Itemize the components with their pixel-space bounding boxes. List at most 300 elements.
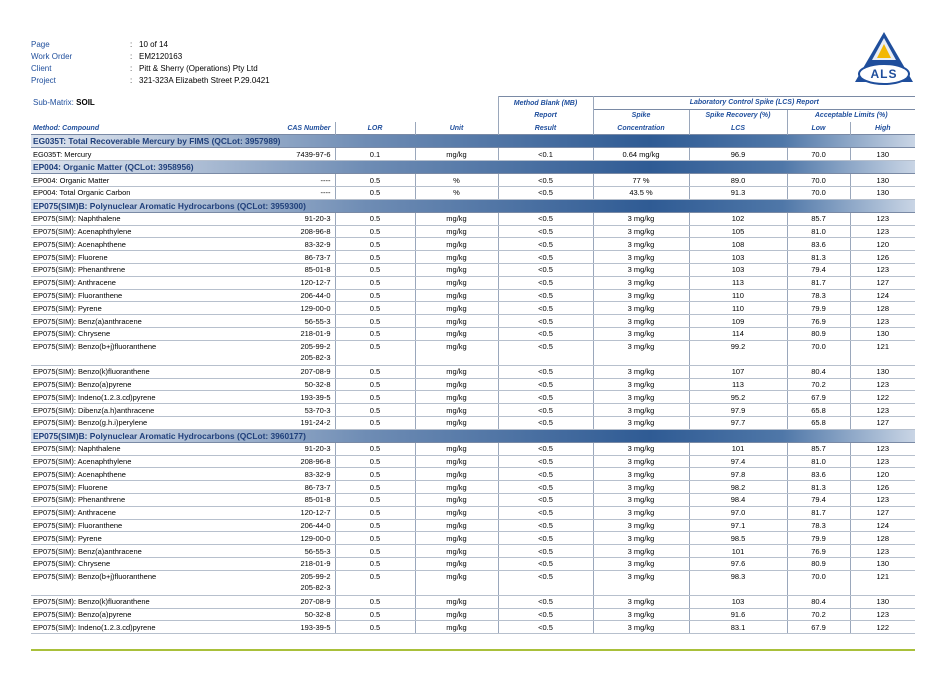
col-high: High [874, 124, 891, 132]
cell-unit: mg/kg [415, 315, 498, 328]
section-title: EP075(SIM)B: Polynuclear Aromatic Hydrocarbons (QCLot: 3959300) [31, 199, 915, 212]
cell-compound: EP075(SIM): Acenaphthylene [31, 225, 189, 238]
cell-result: <0.5 [498, 251, 593, 264]
col-unit: Unit [415, 122, 498, 135]
table-row [31, 174, 915, 187]
cell-low: 79.4 [787, 263, 850, 276]
cell-concentration: 3 mg/kg [593, 212, 689, 225]
cell-low: 79.4 [787, 493, 850, 506]
cell-high: 130 [850, 174, 915, 187]
cell-lcs: 108 [689, 238, 787, 251]
cell-cas-number: 208-96-8 [189, 455, 335, 468]
col-low: Low [787, 122, 850, 135]
cell-compound: EP004: Total Organic Carbon [31, 186, 189, 199]
cell-low: 70.2 [787, 608, 850, 621]
cell-lor: 0.5 [335, 455, 415, 468]
cell-high: 130 [850, 365, 915, 378]
cell-compound: EP075(SIM): Benzo(a)pyrene [31, 378, 189, 391]
cas-number-secondary: 205-82-3 [300, 582, 331, 592]
cell-result: <0.5 [498, 532, 593, 545]
cell-compound: EP075(SIM): Benzo(k)fluoranthene [31, 595, 189, 608]
lcs-report-header: Laboratory Control Spike (LCS) Report [593, 97, 915, 110]
spike-header: Spike [593, 109, 689, 122]
cell-result: <0.5 [498, 404, 593, 417]
cell-low: 80.4 [787, 595, 850, 608]
cell-compound: EP075(SIM): Benzo(b+j)fluoranthene [31, 340, 189, 365]
cell-concentration: 3 mg/kg [593, 276, 689, 289]
header-label: Project [31, 76, 56, 85]
sub-matrix [31, 97, 498, 110]
cell-unit: mg/kg [415, 212, 498, 225]
cell-compound: EP075(SIM): Indeno(1.2.3.cd)pyrene [31, 621, 189, 634]
cell-compound: EP075(SIM): Acenaphthene [31, 468, 189, 481]
cell-compound: EP075(SIM): Pyrene [31, 532, 189, 545]
table-row [31, 391, 915, 404]
cell-cas-number: ---- [189, 174, 335, 187]
cell-unit: mg/kg [415, 545, 498, 558]
table-row [31, 263, 915, 276]
cell-cas-number: 129-00-0 [189, 302, 335, 315]
cell-low: 81.0 [787, 225, 850, 238]
cell-cas-number: 207-08-9 [189, 365, 335, 378]
table-row [31, 621, 915, 634]
cell-cas-number: 50-32-8 [189, 608, 335, 621]
table-row [31, 570, 915, 595]
cell-low: 79.9 [787, 302, 850, 315]
table-row [31, 212, 915, 225]
cell-lor: 0.5 [335, 557, 415, 570]
cell-unit: mg/kg [415, 416, 498, 429]
cell-result: <0.5 [498, 442, 593, 455]
cas-number-primary: 205-99-2 [300, 571, 331, 581]
cell-unit: mg/kg [415, 148, 498, 161]
table-row [31, 557, 915, 570]
cell-compound: EP075(SIM): Fluoranthene [31, 519, 189, 532]
cell-result: <0.5 [498, 391, 593, 404]
cell-low: 76.9 [787, 315, 850, 328]
method-blank-report-label: Report [498, 109, 593, 122]
cell-high: 121 [850, 570, 915, 595]
table-row [31, 442, 915, 455]
cell-high: 130 [850, 595, 915, 608]
cell-unit: mg/kg [415, 608, 498, 621]
cell-unit: mg/kg [415, 481, 498, 494]
cell-low: 70.0 [787, 340, 850, 365]
section-header [31, 429, 915, 442]
cell-unit: mg/kg [415, 365, 498, 378]
cell-result: <0.5 [498, 365, 593, 378]
cell-lcs: 96.9 [689, 148, 787, 161]
header-label: Work Order [31, 52, 73, 61]
cell-lcs: 113 [689, 276, 787, 289]
header-row-page [31, 39, 270, 51]
cell-result: <0.5 [498, 519, 593, 532]
cell-lcs: 97.4 [689, 455, 787, 468]
header-value: Pitt & Sherry (Operations) Pty Ltd [139, 64, 258, 73]
report-body [31, 135, 915, 634]
cell-high: 123 [850, 608, 915, 621]
cell-lcs: 83.1 [689, 621, 787, 634]
section-header [31, 199, 915, 212]
cell-lcs: 113 [689, 378, 787, 391]
cell-lcs: 98.5 [689, 532, 787, 545]
header-separator: : [130, 64, 133, 73]
cell-high: 123 [850, 378, 915, 391]
table-row [31, 545, 915, 558]
cell-compound: EP075(SIM): Benz(a)anthracene [31, 545, 189, 558]
cell-high: 123 [850, 455, 915, 468]
cell-result: <0.5 [498, 340, 593, 365]
col-result: Result [498, 122, 593, 135]
section-header [31, 135, 915, 148]
cell-lcs: 101 [689, 545, 787, 558]
cell-concentration: 77 % [593, 174, 689, 187]
cell-lcs: 107 [689, 365, 787, 378]
table-row [31, 595, 915, 608]
cell-unit: mg/kg [415, 455, 498, 468]
sub-matrix-value: SOIL [76, 98, 95, 108]
cell-high: 130 [850, 148, 915, 161]
cell-lor: 0.5 [335, 621, 415, 634]
cell-compound: EP075(SIM): Pyrene [31, 302, 189, 315]
cell-high: 124 [850, 289, 915, 302]
cell-high: 124 [850, 519, 915, 532]
table-row [31, 315, 915, 328]
cell-unit: mg/kg [415, 391, 498, 404]
cell-cas-number: 191-24-2 [189, 416, 335, 429]
table-row [31, 455, 915, 468]
cell-unit: % [415, 186, 498, 199]
cell-unit: mg/kg [415, 621, 498, 634]
cell-cas-number [189, 340, 335, 365]
cell-unit: mg/kg [415, 519, 498, 532]
cell-result: <0.5 [498, 315, 593, 328]
cell-compound: EP004: Organic Matter [31, 174, 189, 187]
cell-compound: EP075(SIM): Benz(a)anthracene [31, 315, 189, 328]
cell-low: 81.0 [787, 455, 850, 468]
cell-lcs: 114 [689, 327, 787, 340]
col-lcs: LCS [689, 122, 787, 135]
cell-unit: mg/kg [415, 340, 498, 365]
cell-lor: 0.5 [335, 365, 415, 378]
cell-unit: mg/kg [415, 302, 498, 315]
svg-text:ALS: ALS [870, 67, 898, 81]
cell-concentration: 0.64 mg/kg [593, 148, 689, 161]
cell-compound: EP075(SIM): Acenaphthylene [31, 455, 189, 468]
table-row [31, 365, 915, 378]
cell-concentration: 3 mg/kg [593, 378, 689, 391]
header-row-project [31, 75, 270, 87]
cell-high: 127 [850, 416, 915, 429]
cas-number-primary: 205-99-2 [300, 341, 331, 351]
cell-compound: EP075(SIM): Naphthalene [31, 212, 189, 225]
cell-high: 130 [850, 186, 915, 199]
cell-high: 127 [850, 276, 915, 289]
cell-lcs: 97.9 [689, 404, 787, 417]
cell-high: 123 [850, 263, 915, 276]
cell-result: <0.5 [498, 238, 593, 251]
cell-low: 65.8 [787, 404, 850, 417]
cell-unit: mg/kg [415, 263, 498, 276]
cell-low: 81.3 [787, 481, 850, 494]
header-separator: : [130, 40, 133, 49]
section-title: EP004: Organic Matter (QCLot: 3958956) [31, 161, 915, 174]
cell-result: <0.5 [498, 595, 593, 608]
cell-high: 123 [850, 545, 915, 558]
cell-concentration: 3 mg/kg [593, 289, 689, 302]
cell-compound: EP075(SIM): Chrysene [31, 557, 189, 570]
cell-concentration: 3 mg/kg [593, 532, 689, 545]
cell-result: <0.5 [498, 174, 593, 187]
cell-concentration: 3 mg/kg [593, 557, 689, 570]
cell-concentration: 3 mg/kg [593, 455, 689, 468]
cell-low: 70.0 [787, 186, 850, 199]
header-separator: : [130, 52, 133, 61]
cell-cas-number: 85-01-8 [189, 263, 335, 276]
header-label: Page [31, 40, 50, 49]
table-row [31, 289, 915, 302]
cell-lcs: 109 [689, 315, 787, 328]
cell-compound: EP075(SIM): Dibenz(a.h)anthracene [31, 404, 189, 417]
cell-high: 123 [850, 225, 915, 238]
header-row-3 [31, 122, 915, 135]
cell-lor: 0.5 [335, 263, 415, 276]
table-row [31, 186, 915, 199]
cell-concentration: 3 mg/kg [593, 621, 689, 634]
cell-result: <0.5 [498, 493, 593, 506]
cell-concentration: 3 mg/kg [593, 340, 689, 365]
table-row [31, 493, 915, 506]
cell-lcs: 97.1 [689, 519, 787, 532]
cell-concentration: 3 mg/kg [593, 493, 689, 506]
cell-lor: 0.5 [335, 302, 415, 315]
lcs-report-table [31, 96, 915, 634]
cell-compound: EP075(SIM): Fluorene [31, 251, 189, 264]
cell-lcs: 91.6 [689, 608, 787, 621]
cell-lor: 0.5 [335, 404, 415, 417]
cell-lcs: 102 [689, 212, 787, 225]
cell-high: 130 [850, 327, 915, 340]
table-row [31, 481, 915, 494]
cell-compound: EP075(SIM): Naphthalene [31, 442, 189, 455]
table-row [31, 532, 915, 545]
cell-compound: EP075(SIM): Fluorene [31, 481, 189, 494]
cell-high: 123 [850, 212, 915, 225]
cell-low: 76.9 [787, 545, 850, 558]
cell-concentration: 3 mg/kg [593, 315, 689, 328]
cell-lcs: 103 [689, 595, 787, 608]
cell-low: 70.0 [787, 570, 850, 595]
cell-high: 120 [850, 238, 915, 251]
cell-low: 79.9 [787, 532, 850, 545]
table-row [31, 416, 915, 429]
cell-low: 83.6 [787, 238, 850, 251]
cell-low: 70.2 [787, 378, 850, 391]
header-row-2 [31, 109, 915, 122]
table-row [31, 608, 915, 621]
cell-lor: 0.5 [335, 289, 415, 302]
cell-high: 128 [850, 302, 915, 315]
cell-unit: mg/kg [415, 506, 498, 519]
cell-cas-number: 129-00-0 [189, 532, 335, 545]
cell-unit: mg/kg [415, 251, 498, 264]
header-row-work-order [31, 51, 270, 63]
cell-cas-number: 91-20-3 [189, 212, 335, 225]
cell-unit: mg/kg [415, 493, 498, 506]
header-value: 10 of 14 [139, 40, 168, 49]
cell-unit: mg/kg [415, 276, 498, 289]
cell-result: <0.5 [498, 276, 593, 289]
cell-result: <0.5 [498, 212, 593, 225]
cell-lcs: 98.2 [689, 481, 787, 494]
cell-result: <0.5 [498, 621, 593, 634]
table-row [31, 302, 915, 315]
cell-low: 78.3 [787, 519, 850, 532]
cell-compound: EP075(SIM): Benzo(a)pyrene [31, 608, 189, 621]
cell-cas-number: 120-12-7 [189, 276, 335, 289]
cell-result: <0.5 [498, 545, 593, 558]
cell-cas-number: 83-32-9 [189, 468, 335, 481]
cell-lor: 0.5 [335, 391, 415, 404]
cell-cas-number: 86-73-7 [189, 251, 335, 264]
cell-unit: mg/kg [415, 225, 498, 238]
table-row [31, 340, 915, 365]
cell-compound: EP075(SIM): Fluoranthene [31, 289, 189, 302]
spike-recovery-header: Spike Recovery (%) [689, 109, 787, 122]
cell-low: 70.0 [787, 174, 850, 187]
cell-lor: 0.5 [335, 378, 415, 391]
cell-unit: mg/kg [415, 468, 498, 481]
cell-low: 80.9 [787, 557, 850, 570]
cell-result: <0.5 [498, 263, 593, 276]
cell-unit: mg/kg [415, 289, 498, 302]
cell-lor: 0.5 [335, 532, 415, 545]
cell-cas-number: 83-32-9 [189, 238, 335, 251]
cell-high: 123 [850, 493, 915, 506]
cell-concentration: 3 mg/kg [593, 365, 689, 378]
cell-lcs: 98.3 [689, 570, 787, 595]
acceptable-limits-header: Acceptable Limits (%) [814, 112, 888, 120]
cell-unit: mg/kg [415, 327, 498, 340]
cell-low: 80.9 [787, 327, 850, 340]
cell-cas-number: 218-01-9 [189, 327, 335, 340]
cell-lcs: 97.7 [689, 416, 787, 429]
cell-lcs: 105 [689, 225, 787, 238]
cell-compound: EP075(SIM): Benzo(g.h.i)perylene [31, 416, 189, 429]
cell-concentration: 3 mg/kg [593, 416, 689, 429]
section-title: EG035T: Total Recoverable Mercury by FIMS (QCLot: 3957989) [31, 135, 915, 148]
cell-unit: mg/kg [415, 238, 498, 251]
table-row [31, 404, 915, 417]
als-logo-icon [851, 30, 917, 88]
col-concentration: Concentration [593, 122, 689, 135]
cell-result: <0.5 [498, 468, 593, 481]
cell-lcs: 97.6 [689, 557, 787, 570]
cell-lor: 0.5 [335, 481, 415, 494]
cell-low: 85.7 [787, 212, 850, 225]
cell-result: <0.5 [498, 557, 593, 570]
cell-low: 81.7 [787, 276, 850, 289]
cell-high: 122 [850, 621, 915, 634]
cell-result: <0.5 [498, 481, 593, 494]
cell-lcs: 99.2 [689, 340, 787, 365]
cell-concentration: 3 mg/kg [593, 251, 689, 264]
method-blank-header: Method Blank (MB) [498, 97, 593, 110]
cell-lor: 0.5 [335, 186, 415, 199]
cell-lcs: 95.2 [689, 391, 787, 404]
header-label: Client [31, 64, 52, 73]
table-row [31, 327, 915, 340]
footer-rule [31, 649, 915, 651]
cell-compound: EP075(SIM): Indeno(1.2.3.cd)pyrene [31, 391, 189, 404]
cell-lor: 0.5 [335, 327, 415, 340]
cell-compound: EP075(SIM): Chrysene [31, 327, 189, 340]
header-value: 321-323A Elizabeth Street P.29.0421 [139, 76, 270, 85]
cell-high: 123 [850, 404, 915, 417]
cell-concentration: 3 mg/kg [593, 468, 689, 481]
cell-lor: 0.5 [335, 493, 415, 506]
cell-lcs: 103 [689, 251, 787, 264]
cell-low: 78.3 [787, 289, 850, 302]
cell-low: 81.7 [787, 506, 850, 519]
cell-concentration: 43.5 % [593, 186, 689, 199]
cell-unit: mg/kg [415, 404, 498, 417]
table-row [31, 506, 915, 519]
cell-cas-number: 7439-97-6 [189, 148, 335, 161]
cell-lcs: 101 [689, 442, 787, 455]
cell-result: <0.5 [498, 302, 593, 315]
cell-low: 65.8 [787, 416, 850, 429]
table-row [31, 251, 915, 264]
cell-cas-number: 86-73-7 [189, 481, 335, 494]
cell-low: 70.0 [787, 148, 850, 161]
cell-lor: 0.5 [335, 174, 415, 187]
cell-concentration: 3 mg/kg [593, 570, 689, 595]
cell-unit: mg/kg [415, 378, 498, 391]
cell-high: 121 [850, 340, 915, 365]
cell-lor: 0.5 [335, 225, 415, 238]
cell-high: 120 [850, 468, 915, 481]
cell-unit: % [415, 174, 498, 187]
section-title: EP075(SIM)B: Polynuclear Aromatic Hydrocarbons (QCLot: 3960177) [31, 429, 915, 442]
table-row [31, 378, 915, 391]
cell-cas-number: 193-39-5 [189, 391, 335, 404]
cell-concentration: 3 mg/kg [593, 327, 689, 340]
cell-concentration: 3 mg/kg [593, 442, 689, 455]
cell-high: 123 [850, 442, 915, 455]
cell-cas-number: 206-44-0 [189, 289, 335, 302]
table-row [31, 225, 915, 238]
cell-concentration: 3 mg/kg [593, 545, 689, 558]
cell-lor: 0.5 [335, 251, 415, 264]
cell-compound: EP075(SIM): Acenaphthene [31, 238, 189, 251]
cell-result: <0.5 [498, 608, 593, 621]
cell-compound: EP075(SIM): Anthracene [31, 506, 189, 519]
cell-low: 67.9 [787, 391, 850, 404]
cell-low: 83.6 [787, 468, 850, 481]
cell-high: 126 [850, 481, 915, 494]
cell-result: <0.5 [498, 506, 593, 519]
cell-lor: 0.5 [335, 212, 415, 225]
section-header [31, 161, 915, 174]
table-row [31, 238, 915, 251]
cell-lcs: 89.0 [689, 174, 787, 187]
cell-cas-number: 56-55-3 [189, 315, 335, 328]
cell-cas-number: 206-44-0 [189, 519, 335, 532]
table-row [31, 276, 915, 289]
cell-unit: mg/kg [415, 570, 498, 595]
cell-cas-number: 50-32-8 [189, 378, 335, 391]
